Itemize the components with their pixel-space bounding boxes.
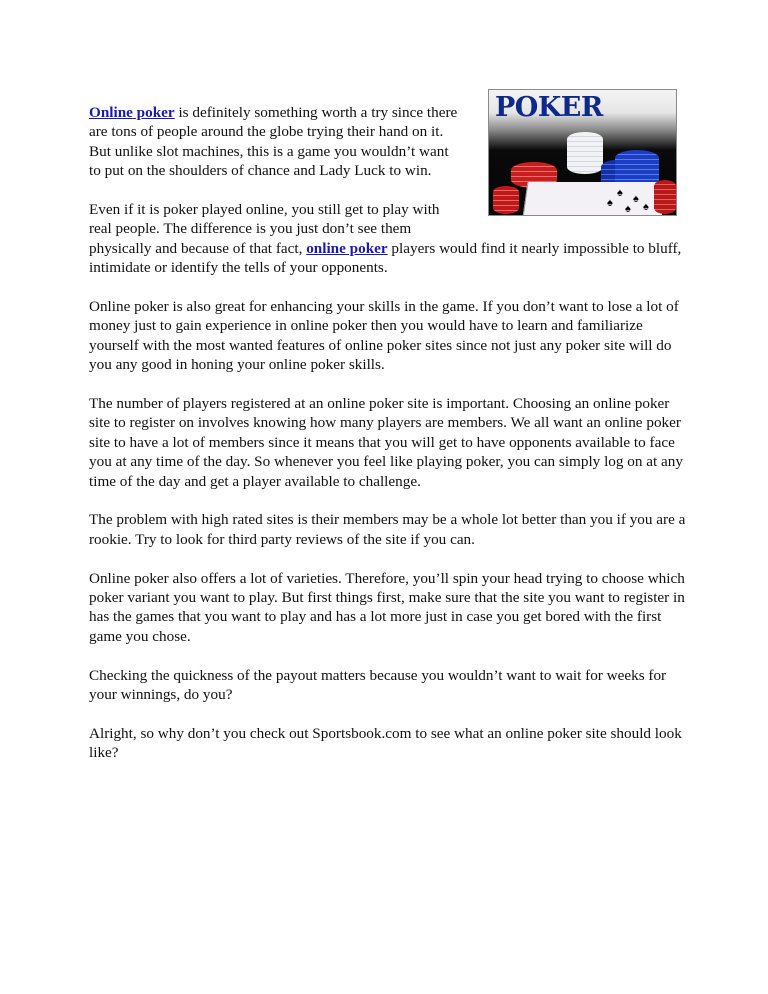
poker-image-title: POKER	[495, 92, 603, 123]
paragraph-sportsbook: Alright, so why don’t you check out Sportsbook.com to see what an online poker site should look like?	[89, 724, 682, 762]
spade-icon: ♠	[617, 187, 623, 199]
paragraph-text: is definitely something worth a try since there are tons of people around the globe trying their hand on it. But unlike slot machines, this is a game you wouldn’t want to put on the shoulders of chance and Lady Luck to win.	[89, 104, 458, 180]
spade-icon: ♠	[607, 197, 613, 209]
spade-icon: ♠	[643, 201, 649, 213]
paragraph-payout: Checking the quickness of the payout matters because you wouldn’t want to wait for weeks for your winnings, do you?	[89, 666, 667, 704]
document-body	[89, 103, 689, 782]
online-poker-link-2[interactable]: online poker	[306, 239, 388, 257]
paragraph-skills: Online poker is also great for enhancing your skills in the game. If you don’t want to lose a lot of money just to gain experience in online poker then you would have to learn and familiarize yourself with the most wanted features of online poker sites since not just any poker site will do you any good in honing your online poker skills.	[89, 298, 679, 374]
paragraph-registered: The number of players registered at an online poker site is important. Choosing an online poker site to register on involves knowing how many players are members. We all want an online poker site to have a lot of members since it means that you will get to have opponents available to face you at any time of the day. So whenever you feel like playing poker, you can simply log on at any time of the day and get a player available to challenge.	[89, 395, 683, 490]
spade-icon: ♠	[633, 193, 639, 205]
image-wrap-spacer	[459, 103, 689, 235]
paragraph-text: Even if it is poker played online, you still get to play with real people. The difference is you just don’t see them physically and because of that fact,	[89, 201, 440, 257]
spade-icon: ♠	[625, 203, 631, 215]
paragraph-high-rated: The problem with high rated sites is their members may be a whole lot better than you if you are a rookie. Try to look for third party reviews of the site if you can.	[89, 511, 686, 548]
paragraph-varieties: Online poker also offers a lot of varieties. Therefore, you’ll spin your head trying to choose which poker variant you want to play. But first things first, make sure that the site you want to register in has the games that you want to play and has a lot more just in case you get bored with the first game you chose.	[89, 569, 685, 645]
paragraph-text: players would find it nearly impossible to bluff, intimidate or identify the tells of your opponents.	[89, 239, 682, 277]
online-poker-link[interactable]: Online poker	[89, 104, 175, 121]
